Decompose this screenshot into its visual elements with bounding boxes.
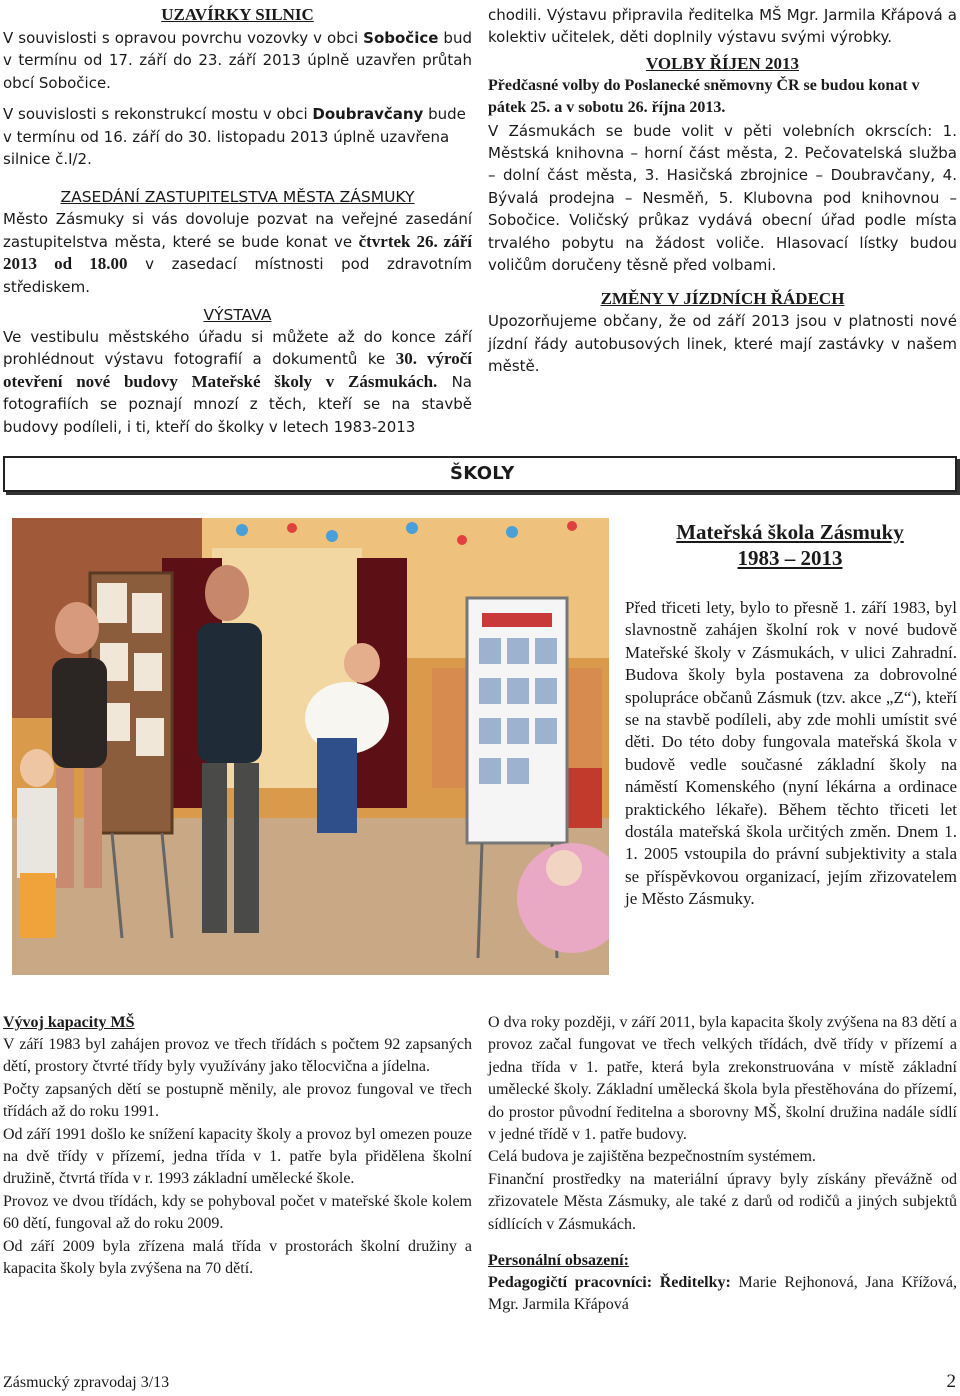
exhibition-photo-illustration bbox=[12, 518, 609, 975]
uzavirky-heading: UZAVÍRKY SILNIC bbox=[161, 5, 314, 24]
vystava-paragraph: Ve vestibulu městského úřadu si můžete až do konce září prohlédnout výstavu fotografií a dokumentů ke 30. výročí otevření nové budovy Mateřské školy v Zásmukách. Na fotografiích se poznají mnozí z těch, kteří se na stavbě budovy podíleli, i ti, kteří do školky v letech 1983-2013 bbox=[3, 328, 472, 436]
kapacita-paragraph-2: Počty zapsaných dětí se postupně měnily, ale provoz fungoval ve třech třídách až do roku 1991. bbox=[3, 1080, 472, 1121]
zmeny-heading: ZMĚNY V JÍZDNÍCH ŘÁDECH bbox=[600, 289, 845, 309]
left-column-top bbox=[3, 4, 472, 438]
volby-paragraph: V Zásmukách se bude volit v pěti volebních okrscích: 1. Městská knihovna – horní část města, 2. Pečovatelská služba – dolní část města, 3. Hasičská zbrojnice – Doubravčany, 4. Bývalá prodejna – Nesměň, 5. Klubovna pod knihovnou – Sobočice. Voličský průkaz vydává obecní úřad podle místa trvalého pobytu na žádost voliče. Hlasovací lístky budou voličům doručeny těsně před volbami. bbox=[488, 121, 957, 275]
volby-heading: VOLBY ŘÍJEN 2013 bbox=[646, 53, 799, 73]
section-banner-skoly bbox=[3, 456, 957, 492]
zasedani-paragraph: Město Zásmuky si vás dovoluje pozvat na veřejné zasedání zastupitelstva města, které se bude konat ve čtvrtek 26. září 2013 od 18.00 v zasedací místnosti pod zdravotním střediskem. bbox=[3, 210, 473, 296]
ms-intro-column bbox=[625, 597, 957, 911]
kapacita-paragraph-5: Od září 2009 byla zřízena malá třída v prostorách školní družiny a kapacita školy byla zvýšena na 70 dětí. bbox=[3, 1237, 472, 1278]
pokracovani-paragraph-1: O dva roky později, v září 2011, byla kapacita školy zvýšena na 83 dětí a provoz začal fungovat ve třech velkých třídách, dvě třídy v přízemí a jedna třída v 1. patře, která byla zrekonstruována v místě základní umělecké školy. Základní umělecká škola byla přestěhována do přízemí, do prostor původní ředitelna a sborovny MŠ, školní družina nadále sídlí v jedné třídě v 1. patře budovy. bbox=[488, 1014, 957, 1144]
page-number: 2 bbox=[946, 1371, 956, 1392]
uzavirky-paragraph-2: V souvislosti s rekonstrukcí mostu v obci Doubravčany bude v termínu od 16. září do 30. listopadu 2013 úplně uzavřena silnice č.I/2. bbox=[3, 105, 466, 169]
vystava-heading: VÝSTAVA bbox=[203, 306, 272, 325]
kapacita-heading: Vývoj kapacity MŠ bbox=[3, 1014, 135, 1031]
zasedani-heading: ZASEDÁNÍ ZASTUPITELSTVA MĚSTA ZÁSMUKY bbox=[60, 188, 415, 207]
kapacita-paragraph-1: V září 1983 byl zahájen provoz ve třech třídách s počtem 92 zapsaných dětí, prostory čtvrté třídy byly využívány jako tělocvična a jídelna. bbox=[3, 1036, 472, 1076]
zmeny-paragraph: Upozorňujeme občany, že od září 2013 jsou v platnosti nové jízdní řády autobusových linek, které mají zastávky v našem městě. bbox=[488, 312, 957, 376]
footer-publication: Zásmucký zpravodaj 3/13 bbox=[3, 1374, 170, 1391]
ms-intro-paragraph: Před třiceti lety, bylo to přesně 1. září 1983, byl slavnostně zahájen školní rok v nové budově Mateřské školy v Zásmukách, v ulici Zahradní. Budova školy byla postavena za dobrovolné spolupráce občanů Zásmuk (tzv. akce „Z“), kteří se na stavbě podíleli, aby zde mohli umístit své děti. Do této doby fungovala mateřská škola v budově vedle současné základní školy na náměstí Komenského (nyní lékárna a ordinace praktického lékaře). Během těchto třiceti let dostála mateřská škola určitých změn. Dnem 1. 1. 2005 vstoupila do právní subjektivity a stala se příspěvkovou organizací, jejím zřizovatelem je Město Zásmuky. bbox=[625, 598, 957, 909]
personal-paragraph: Pedagogičtí pracovníci: Ředitelky: Marie Rejhonová, Jana Křížová, Mgr. Jarmila Křápová bbox=[488, 1274, 958, 1314]
right-column-bottom bbox=[488, 1012, 957, 1317]
left-column-bottom bbox=[3, 1012, 472, 1280]
right-column-top bbox=[488, 4, 957, 378]
ms-title-line-2: 1983 – 2013 bbox=[737, 546, 843, 570]
ms-title bbox=[620, 519, 960, 571]
kapacita-paragraph-4: Provoz ve dvou třídách, kdy se pohyboval počet v mateřské škole kolem 60 dětí, fungoval až do roku 2009. bbox=[3, 1192, 472, 1233]
ms-title-line-1: Mateřská škola Zásmuky bbox=[676, 520, 904, 544]
banner-label: ŠKOLY bbox=[450, 463, 515, 484]
pokracovani-paragraph-2: Celá budova je zajištěna bezpečnostním systémem. bbox=[488, 1148, 816, 1166]
vystava-continuation: chodili. Výstavu připravila ředitelka MŠ Mgr. Jarmila Křápová a kolektiv učitelek, děti doplnily výstavu svými výrobky. bbox=[488, 6, 957, 47]
pokracovani-paragraph-3: Finanční prostředky na materiální úpravy byly získány převážně od zřizovatele Města Zásmuky, ale také z darů od rodičů a jiných subjektů sídlících v Zásmukách. bbox=[488, 1170, 957, 1233]
personal-heading: Personální obsazení: bbox=[488, 1252, 629, 1270]
uzavirky-paragraph-1: V souvislosti s opravou povrchu vozovky v obci Sobočice bud v termínu od 17. září do 23. září 2013 úplně uzavřen průtah obcí Sobočice. bbox=[3, 29, 472, 92]
kapacita-paragraph-3: Od září 1991 došlo ke snížení kapacity školy a provoz byl omezen pouze na dvě třídy v přízemí, jedna třída v 1. patře byla přidělena školní družině, čtvrtá třída v r. 1993 základní umělecké škole. bbox=[3, 1125, 472, 1188]
exhibition-photo bbox=[12, 518, 609, 975]
volby-bold-paragraph: Předčasné volby do Poslanecké sněmovny ČR se budou konat v pátek 25. a v sobotu 26. října 2013. bbox=[488, 76, 920, 117]
